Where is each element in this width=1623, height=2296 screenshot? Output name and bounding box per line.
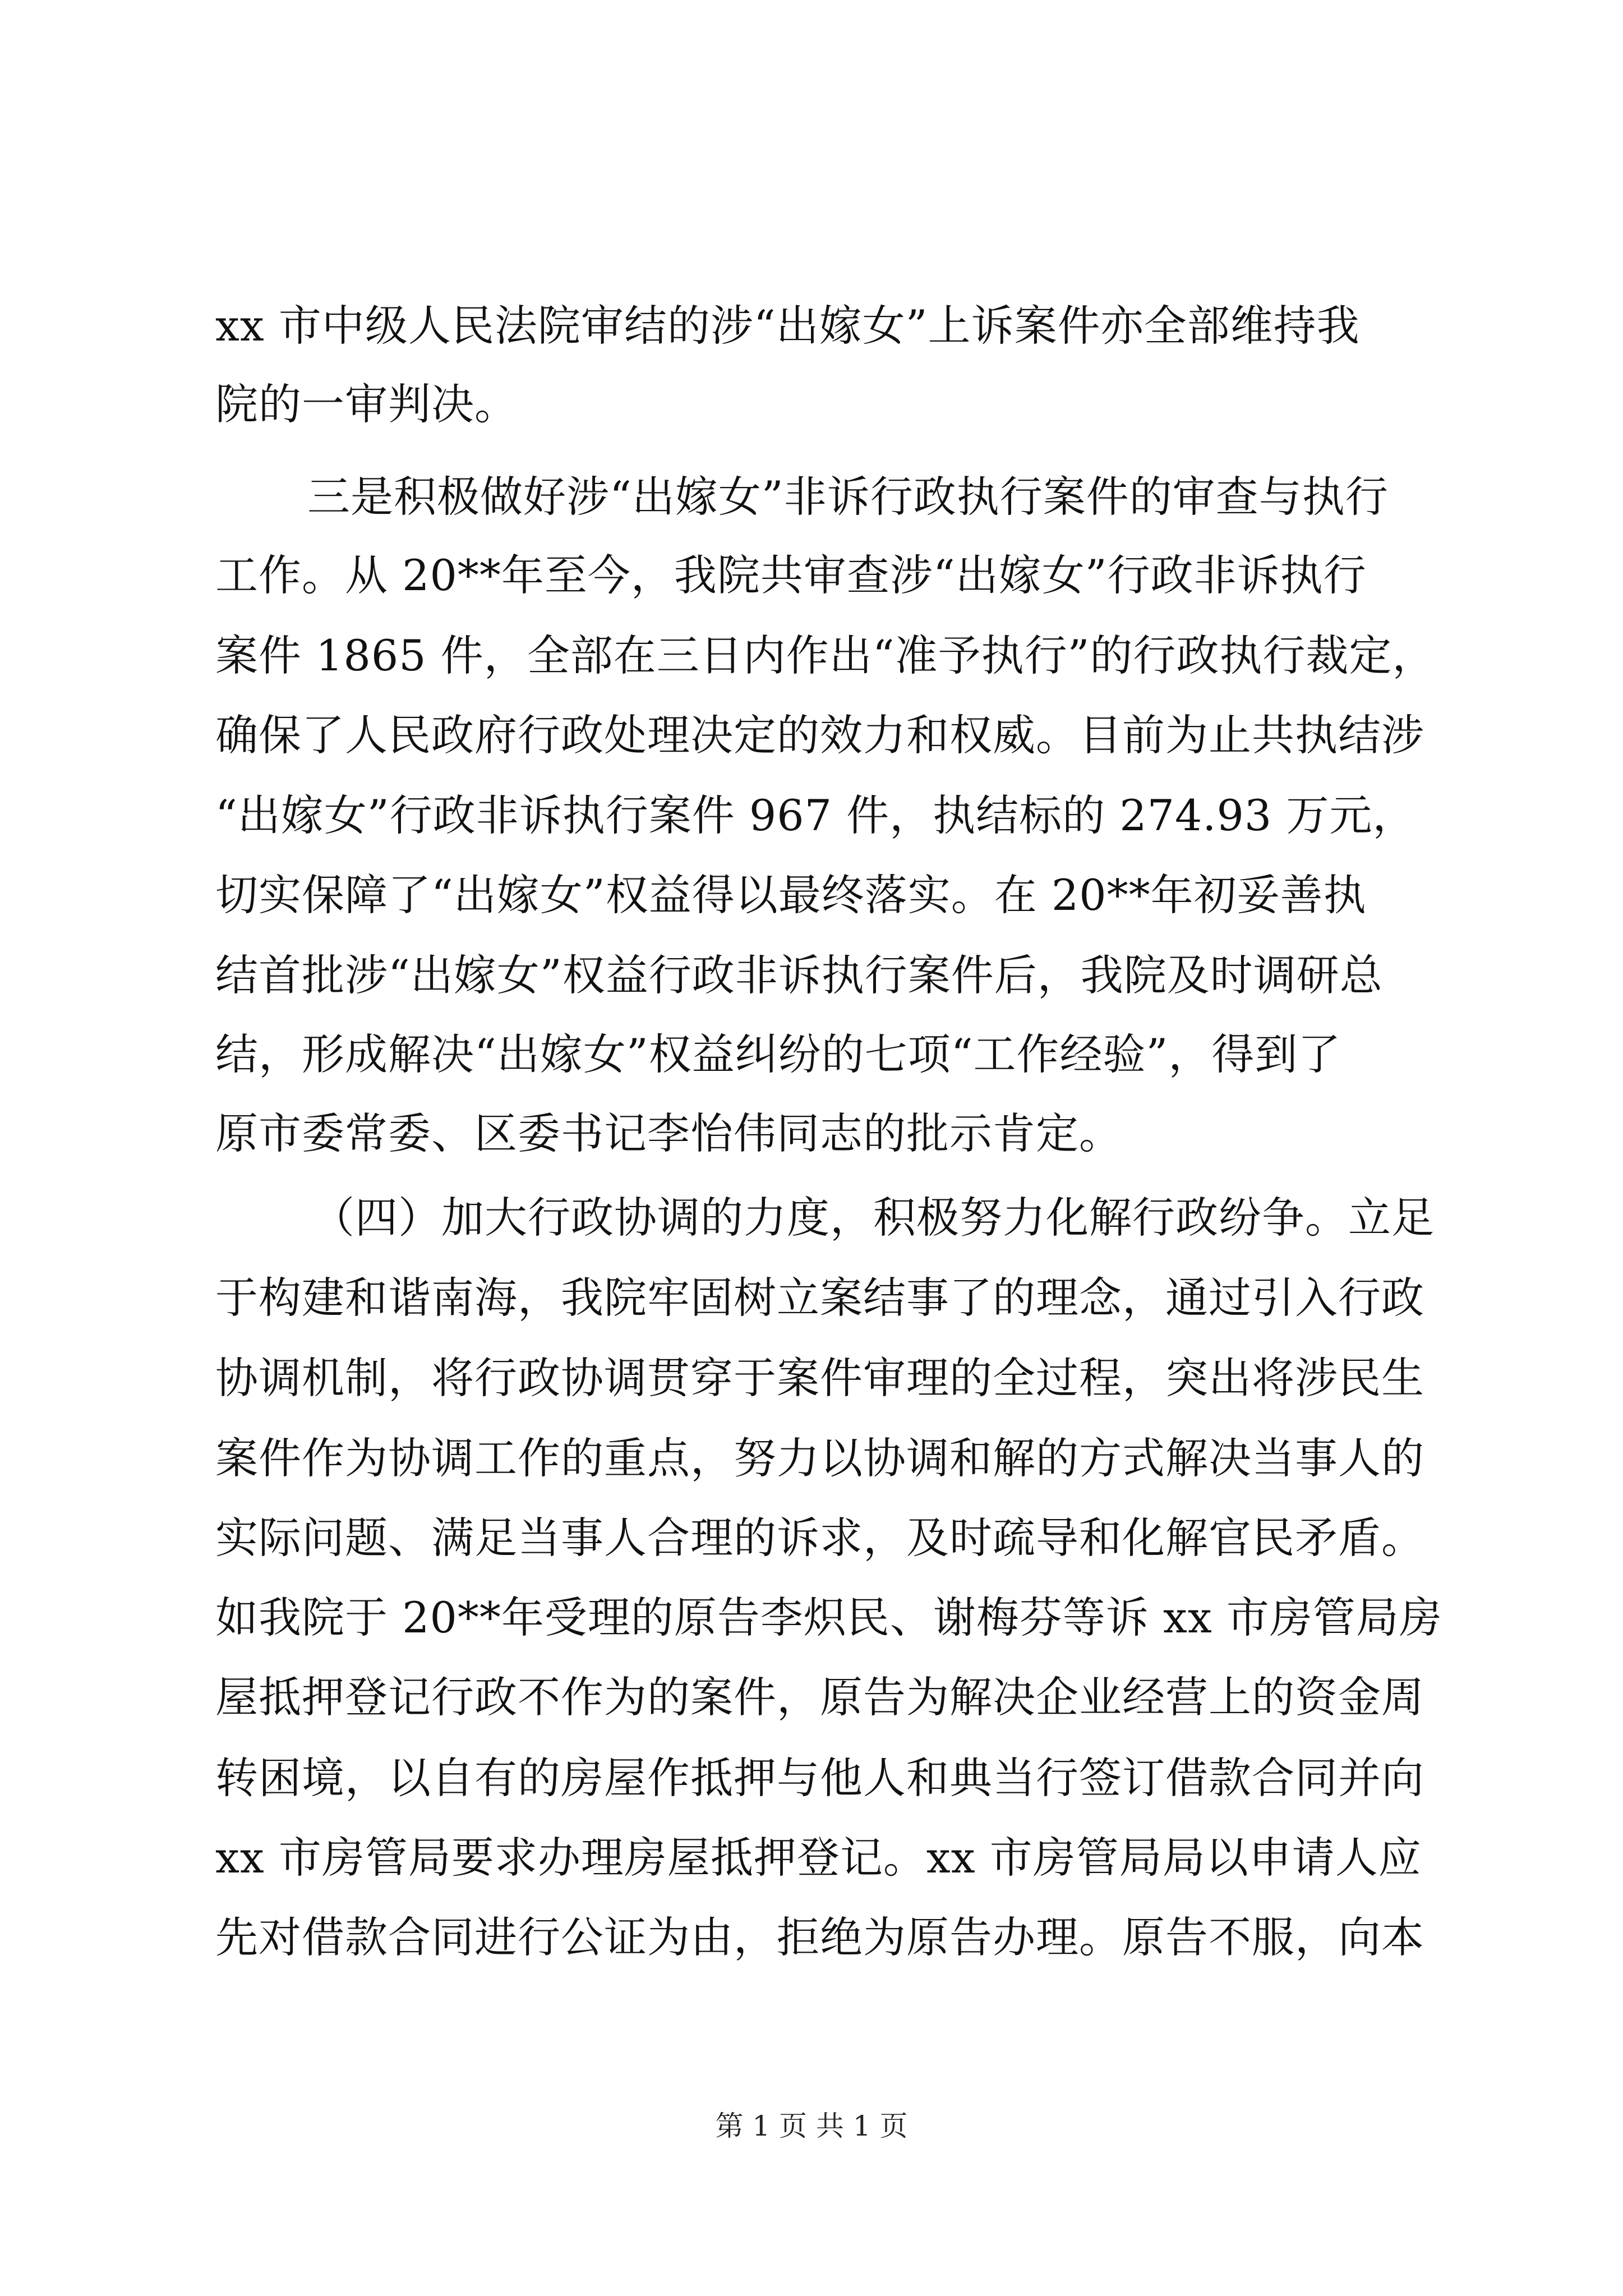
body-line-6: 确保了人民政府行政处理决定的效力和权威。目前为止共执结涉 xyxy=(215,710,1424,760)
body-line-20: xx 市房管局要求办理房屋抵押登记。xx 市房管局局以申请人应 xyxy=(215,1833,1422,1883)
body-line-4: 工作。从 20**年至今，我院共审查涉“出嫁女”行政非诉执行 xyxy=(215,550,1367,600)
body-line-5: 案件 1865 件，全部在三日内作出“准予执行”的行政执行裁定， xyxy=(215,631,1436,680)
body-line-1: xx 市中级人民法院审结的涉“出嫁女”上诉案件亦全部维持我 xyxy=(215,301,1360,351)
body-line-11: 原市委常委、区委书记李怡伟同志的批示肯定。 xyxy=(215,1108,1122,1158)
body-line-18: 屋抵押登记行政不作为的案件，原告为解决企业经营上的资金周 xyxy=(215,1672,1424,1722)
body-line-9: 结首批涉“出嫁女”权益行政非诉执行案件后，我院及时调研总 xyxy=(215,950,1383,1000)
body-line-2: 院的一审判决。 xyxy=(215,379,518,429)
body-line-17: 如我院于 20**年受理的原告李炽民、谢梅芬等诉 xx 市房管局房 xyxy=(215,1593,1442,1642)
body-line-21: 先对借款合同进行公证为由，拒绝为原告办理。原告不服，向本 xyxy=(215,1912,1424,1962)
body-line-8: 切实保障了“出嫁女”权益得以最终落实。在 20**年初妥善执 xyxy=(215,870,1367,920)
body-line-15: 案件作为协调工作的重点，努力以协调和解的方式解决当事人的 xyxy=(215,1433,1424,1483)
body-line-10: 结，形成解决“出嫁女”权益纠纷的七项“工作经验”，得到了 xyxy=(215,1029,1341,1079)
body-line-14: 协调机制，将行政协调贯穿于案件审理的全过程，突出将涉民生 xyxy=(215,1353,1424,1403)
body-line-3: 三是积极做好涉“出嫁女”非诉行政执行案件的审查与执行 xyxy=(307,472,1389,522)
body-line-7: “出嫁女”行政非诉执行案件 967 件，执结标的 274.93 万元， xyxy=(215,790,1416,840)
body-line-13: 于构建和谐南海，我院牢固树立案结事了的理念，通过引入行政 xyxy=(215,1273,1424,1323)
body-line-12: （四）加大行政协调的力度，积极努力化解行政纷争。立足 xyxy=(312,1193,1435,1243)
body-line-16: 实际问题、满足当事人合理的诉求，及时疏导和化解官民矛盾。 xyxy=(215,1513,1424,1563)
body-line-19: 转困境，以自有的房屋作抵押与他人和典当行签订借款合同并向 xyxy=(215,1753,1424,1803)
page-footer: 第 1 页 共 1 页 xyxy=(715,2110,908,2142)
